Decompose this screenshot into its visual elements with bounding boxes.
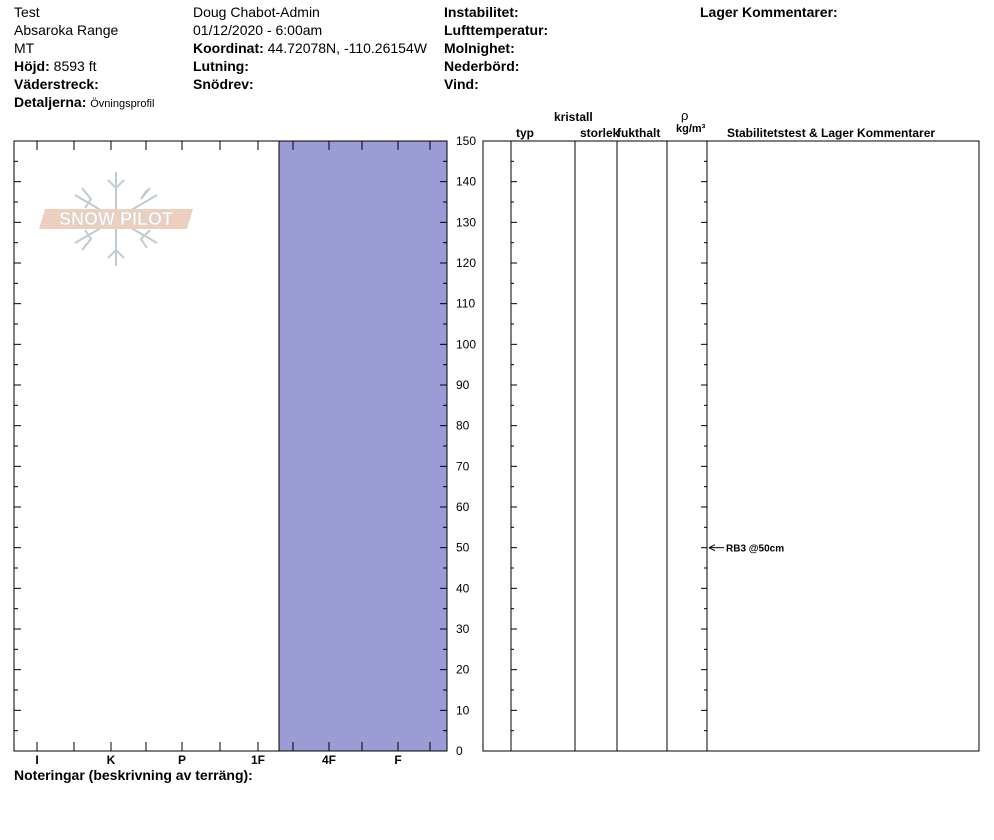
col-density-unit: kg/m³	[676, 123, 706, 135]
hardness-label: P	[177, 753, 187, 767]
col-size-header: storlek	[580, 126, 620, 140]
layer-table-frame	[483, 141, 979, 751]
sky-label: Molnighet:	[444, 40, 515, 56]
height-tick-label: 130	[456, 215, 477, 230]
height-tick-label: 60	[456, 500, 470, 514]
height-tick-label: 80	[456, 418, 470, 433]
terrain-notes-label: Noteringar (beskrivning av terräng):	[14, 767, 253, 783]
height-tick-label: 140	[456, 174, 477, 189]
layer-comments-label: Lager Kommentarer:	[700, 4, 838, 20]
location-range: Absaroka Range	[14, 22, 119, 38]
height-tick-label: 100	[456, 337, 477, 352]
elevation-label: Höjd:	[14, 58, 50, 74]
hardness-label: 1F	[250, 753, 266, 767]
profile-name: Test	[14, 4, 40, 20]
hardness-layer-bar	[279, 141, 447, 751]
aspect-label: Väderstreck:	[14, 76, 99, 92]
details-label: Detaljerna:	[14, 94, 87, 110]
coordinate-label: Koordinat:	[193, 40, 264, 56]
snowpilot-logo	[39, 172, 193, 266]
wind-label: Vind:	[444, 76, 479, 92]
logo-text: SNOW PILOT	[59, 209, 173, 229]
precip-label: Nederbörd:	[444, 58, 520, 74]
hardness-label: K	[106, 753, 116, 767]
hardness-label: 4F	[321, 753, 337, 767]
height-tick-label: 120	[456, 256, 477, 270]
col-crystal-header: kristall	[554, 110, 593, 124]
drift-label: Snödrev:	[193, 76, 254, 92]
height-tick-label: 10	[456, 703, 470, 718]
height-tick-label: 150	[456, 134, 477, 148]
stability-test-label: RB3 @50cm	[726, 543, 785, 555]
instability-label: Instabilitet:	[444, 4, 519, 20]
elevation-value: 8593 ft	[53, 58, 97, 74]
air-temp-label: Lufttemperatur:	[444, 22, 549, 38]
observer-name: Doug Chabot-Admin	[193, 4, 320, 20]
col-stability-header: Stabilitetstest & Lager Kommentarer	[727, 126, 936, 140]
hardness-label: I	[35, 753, 39, 767]
height-tick-label: 40	[456, 581, 470, 596]
hardness-label: F	[394, 753, 402, 767]
height-tick-label: 20	[456, 662, 470, 677]
height-tick-label: 90	[456, 378, 470, 392]
details-value: Övningsprofil	[90, 98, 155, 110]
col-moisture-header: fukthalt	[617, 126, 661, 140]
col-type-header: typ	[516, 126, 534, 140]
height-tick-label: 30	[456, 622, 470, 636]
coordinate-value: 44.72078N, -110.26154W	[267, 40, 427, 56]
col-rho-header: ρ	[681, 108, 689, 123]
slope-label: Lutning:	[193, 58, 249, 74]
observation-datetime: 01/12/2020 - 6:00am	[193, 22, 323, 38]
height-tick-label: 110	[456, 296, 476, 311]
height-tick-label: 50	[456, 540, 470, 555]
location-state: MT	[14, 40, 35, 56]
height-tick-label: 0	[456, 744, 463, 758]
height-tick-label: 70	[456, 459, 470, 474]
